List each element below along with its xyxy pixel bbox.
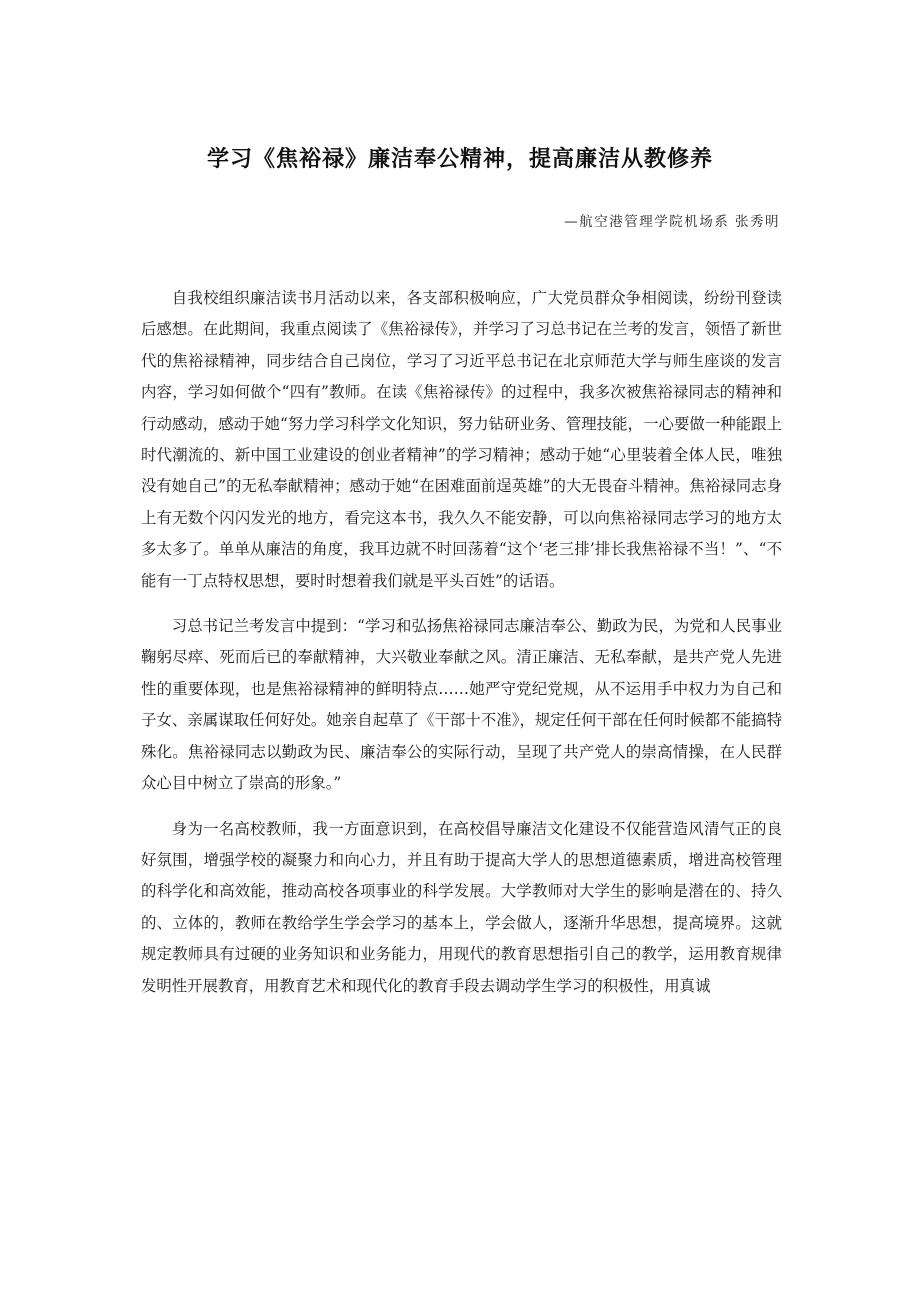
paragraph-2: 习总书记兰考发言中提到：“学习和弘扬焦裕禄同志廉洁奉公、勤政为民，为党和人民事业鞠躬尽瘁、死而后已的奉献精神，大兴敬业奉献之风。清正廉洁、无私奉献，是共产党人先进性的重要体现，也是焦裕禄精神的鲜明特点……她严守党纪党规，从不运用手中权力为自己和子女、亲属谋取任何好处。她亲自起草了《干部十不准》，规定任何干部在任何时候都不能搞特殊化。焦裕禄同志以勤政为民、廉洁奉公的实际行动，呈现了共产党人的崇高情操，在人民群众心目中树立了崇高的形象。”	[141, 617, 782, 793]
document-title: 学习《焦裕禄》廉洁奉公精神，提高廉洁从教修养	[206, 147, 713, 172]
author-byline: —航空港管理学院机场系 张秀明	[564, 214, 780, 230]
document-body	[141, 283, 782, 1016]
paragraph-1: 自我校组织廉洁读书月活动以来，各支部积极响应，广大党员群众争相阅读，纷纷刊登读后感想。在此期间，我重点阅读了《焦裕禄传》，并学习了习总书记在兰考的发言，领悟了新世代的焦裕禄精神，同步结合自己岗位，学习了习近平总书记在北京师范大学与师生座谈的发言内容，学习如何做个“四有”教师。在读《焦裕禄传》的过程中，我多次被焦裕禄同志的精神和行动感动，感动于她“努力学习科学文化知识，努力钻研业务、管理技能，一心要做一种能跟上时代潮流的、新中国工业建设的创业者精神”的学习精神；感动于她“心里装着全体人民，唯独没有她自己”的无私奉献精神；感动于她“在困难面前逞英雄”的大无畏奋斗精神。焦裕禄同志身上有无数个闪闪发光的地方，看完这本书，我久久不能安静，可以向焦裕禄同志学习的地方太多太多了。单单从廉洁的角度，我耳边就不时回荡着“这个‘老三排’排长我焦裕禄不当！”、“不能有一丁点特权思想，要时时想着我们就是平头百姓”的话语。	[141, 289, 782, 590]
paragraph-3: 身为一名高校教师，我一方面意识到，在高校倡导廉洁文化建设不仅能营造风清气正的良好氛围，增强学校的凝聚力和向心力，并且有助于提高大学人的思想道德素质，增进高校管理的科学化和高效能，推动高校各项事业的科学发展。大学教师对大学生的影响是潜在的、持久的、立体的，教师在教给学生学会学习的基本上，学会做人，逐渐升华思想，提高境界。这就规定教师具有过硬的业务知识和业务能力，用现代的教育思想指引自己的教学，运用教育规律发明性开展教育，用教育艺术和现代化的教育手段去调动学生学习的积极性，用真诚	[141, 819, 782, 995]
